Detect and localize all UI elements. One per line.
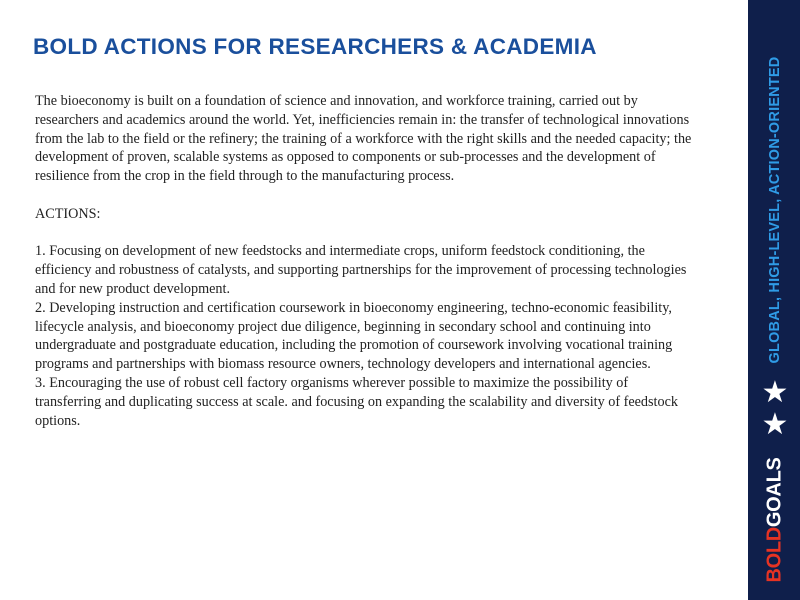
- action-item-1: 1. Focusing on development of new feedstocks and intermediate crops, uniform feedstock conditioning, the efficiency and robustness of catalysts, and supporting partnerships for the improvement of processing technologies and for new product development.: [35, 243, 687, 297]
- boldgoals-logo: [764, 457, 787, 582]
- action-item-2: 2. Developing instruction and certification coursework in bioeconomy engineering, techno-economic feasibility, lifecycle analysis, and bioeconomy project due diligence, beginning in secondary school and continuing into undergraduate and postgraduate education, including the promotion of coursework involving vocational training programs and partnerships with biomass resource owners, technology developers and international agencies.: [35, 299, 673, 373]
- spacer: [35, 186, 695, 205]
- page-title: BOLD ACTIONS FOR RESEARCHERS & ACADEMIA: [33, 34, 597, 59]
- sidebar-tagline: GLOBAL, HIGH-LEVEL, ACTION-ORIENTED: [767, 56, 783, 364]
- action-item-3: 3. Encouraging the use of robust cell factory organisms wherever possible to maximize the possibility of transferring and duplicating success at scale. and focusing on expanding the scalability and diversity of feedstock options.: [35, 374, 678, 429]
- actions-heading: ACTIONS:: [35, 205, 101, 222]
- spacer: [35, 224, 695, 243]
- logo-bold-text: BOLD: [763, 527, 786, 583]
- star-icon: ★: [761, 407, 789, 442]
- logo-goals-text: GOALS: [763, 457, 786, 528]
- star-icon: ★: [761, 375, 789, 410]
- body-text: [35, 92, 695, 430]
- intro-paragraph: The bioeconomy is built on a foundation of science and innovation, and workforce training, carried out by researchers and academics around the world. Yet, inefficiencies remain in: the transfer of technological innovations from the lab to the field or the refinery; the training of a workforce with the right skills and the needed capacity; the development of proven, scalable systems as opposed to components or sub-processes and the development of resilience from the crop in the field through to the manufacturing process.: [35, 93, 692, 185]
